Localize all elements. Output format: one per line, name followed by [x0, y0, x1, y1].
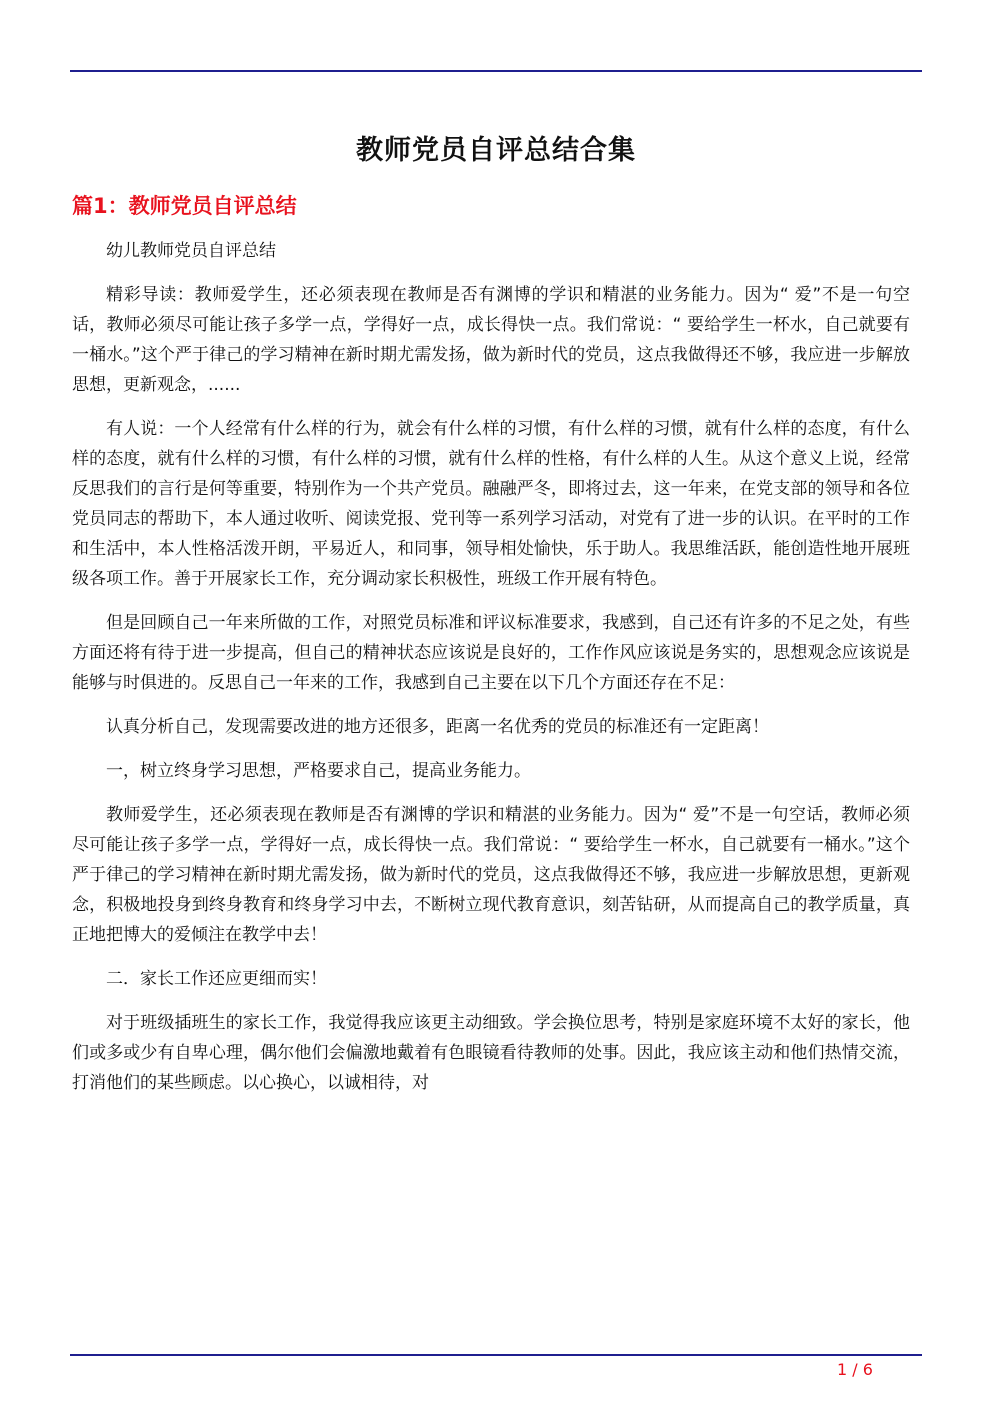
paragraph-subtitle: 幼儿教师党员自评总结	[106, 241, 276, 261]
paragraph-point-1: 一，树立终身学习思想，严格要求自己，提高业务能力。	[106, 761, 531, 781]
document-body	[72, 236, 910, 1112]
section-heading: 篇1：教师党员自评总结	[72, 194, 297, 218]
paragraph-point-2: 二．家长工作还应更细而实！	[106, 969, 327, 989]
paragraph: 教师爱学生，还必须表现在教师是否有渊博的学识和精湛的业务能力。因为“ 爱”不是一句空话，教师必须尽可能让孩子多学一点，学得好一点，成长得快一点。我们常说：“ 要给学生一杯水，自己就要有一桶水。”这个严于律己的学习精神在新时期尤需发扬，做为新时代的党员，这点我做得还不够，我应进一步解放思想，更新观念，积极地投身到终身教育和终身学习中去，不断树立现代教育意识，刻苦钻研，从而提高自己的教学质量，真正地把博大的爱倾注在教学中去！	[72, 805, 910, 945]
footer-rule	[70, 1354, 922, 1356]
paragraph: 但是回顾自己一年来所做的工作，对照党员标准和评议标准要求，我感到，自己还有许多的不足之处，有些方面还将有待于进一步提高，但自己的精神状态应该说是良好的，工作作风应该说是务实的，思想观念应该说是能够与时俱进的。反思自己一年来的工作，我感到自己主要在以下几个方面还存在不足：	[72, 613, 910, 693]
paragraph-intro: 精彩导读：教师爱学生，还必须表现在教师是否有渊博的学识和精湛的业务能力。因为“ 爱”不是一句空话，教师必须尽可能让孩子多学一点，学得好一点，成长得快一点。我们常说：“ 要给学生一杯水，自己就要有一桶水。”这个严于律己的学习精神在新时期尤需发扬，做为新时代的党员，这点我做得还不够，我应进一步解放思想，更新观念，......	[72, 285, 910, 395]
paragraph: 有人说：一个人经常有什么样的行为，就会有什么样的习惯，有什么样的习惯，就有什么样的态度，有什么样的态度，就有什么样的习惯，有什么样的习惯，就有什么样的性格，有什么样的人生。从这个意义上说，经常反思我们的言行是何等重要，特别作为一个共产党员。融融严冬，即将过去，这一年来，在党支部的领导和各位党员同志的帮助下，本人通过收听、阅读党报、党刊等一系列学习活动，对党有了进一步的认识。在平时的工作和生活中，本人性格活泼开朗，平易近人，和同事，领导相处愉快，乐于助人。我思维活跃，能创造性地开展班级各项工作。善于开展家长工作，充分调动家长积极性，班级工作开展有特色。	[72, 419, 910, 589]
header-rule	[70, 70, 922, 72]
paragraph: 认真分析自己，发现需要改进的地方还很多，距离一名优秀的党员的标准还有一定距离！	[106, 717, 769, 737]
paragraph: 对于班级插班生的家长工作，我觉得我应该更主动细致。学会换位思考，特别是家庭环境不太好的家长，他们或多或少有自卑心理，偶尔他们会偏激地戴着有色眼镜看待教师的处事。因此，我应该主动和他们热情交流，打消他们的某些顾虑。以心换心，以诚相待，对	[72, 1013, 910, 1093]
document-title: 教师党员自评总结合集	[356, 135, 636, 166]
page-number: 1 / 6	[837, 1360, 873, 1379]
